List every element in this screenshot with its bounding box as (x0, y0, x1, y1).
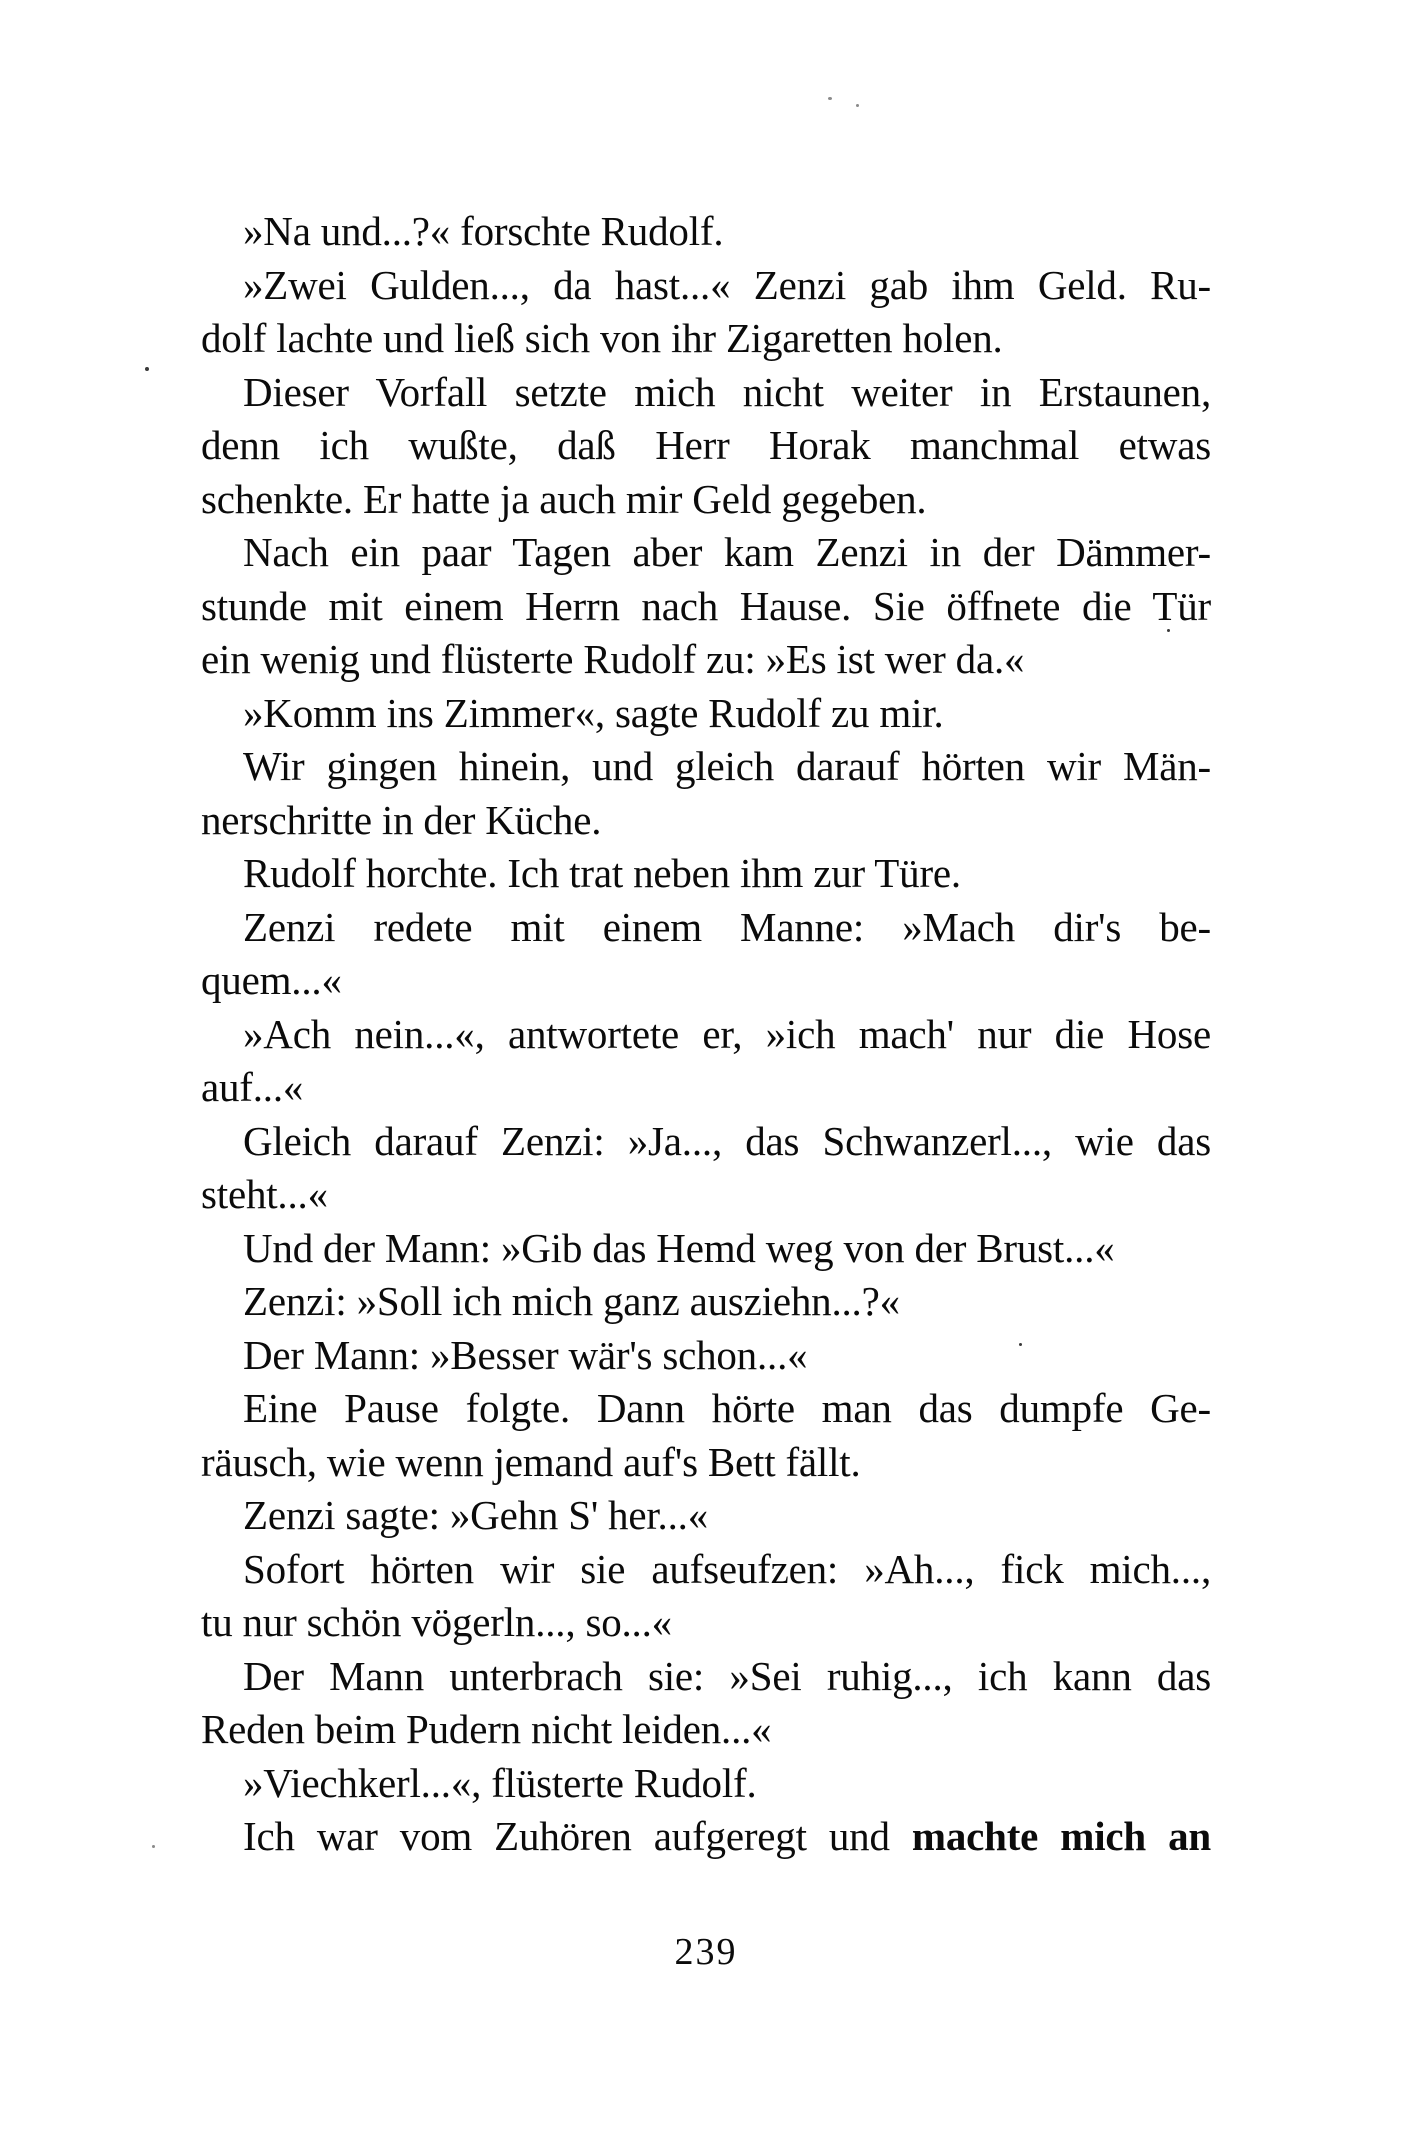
text-segment: Der Mann unterbrach sie: »Sei ruhig..., ich kann das (243, 1652, 1211, 1699)
text-line (201, 259, 1211, 313)
text-segment: nerschritte in der Küche. (201, 796, 602, 843)
text-segment: schenkte. Er hatte ja auch mir Geld gegeben. (201, 475, 927, 522)
text-segment: Reden beim Pudern nicht leiden...« (201, 1706, 772, 1752)
scan-speckle (1019, 1343, 1022, 1346)
text-segment: steht...« (201, 1171, 328, 1217)
text-segment: »Komm ins Zimmer«, sagte Rudolf zu mir. (243, 689, 944, 736)
text-segment: ein wenig und flüsterte Rudolf zu: »Es ist wer da.« (201, 636, 1025, 682)
text-segment: Rudolf horchte. Ich trat neben ihm zur Türe. (243, 850, 961, 896)
text-line (201, 366, 1211, 420)
text-segment: Ich war vom Zuhören aufgeregt und (243, 1813, 912, 1859)
scan-speckle (1167, 629, 1170, 632)
text-segment: »Na und...?« forschte Rudolf. (243, 208, 724, 254)
text-segment: auf...« (201, 1064, 304, 1110)
bold-text-segment: machte mich an (911, 1813, 1211, 1859)
text-line (201, 1329, 1211, 1383)
text-block (201, 205, 1211, 1864)
text-segment: dolf lachte und ließ sich von ihr Zigaretten holen. (201, 315, 1003, 361)
text-segment: Der Mann: »Besser wär's schon...« (243, 1331, 808, 1378)
text-line (201, 1489, 1211, 1543)
text-line (201, 1061, 1211, 1115)
text-segment: räusch, wie wenn jemand auf's Bett fällt. (201, 1438, 861, 1485)
page-number: 239 (674, 1931, 738, 1973)
text-line (201, 740, 1211, 794)
text-segment: Und der Mann: »Gib das Hemd weg von der Brust...« (243, 1224, 1115, 1271)
text-segment: Nach ein paar Tagen aber kam Zenzi in der Dämmer- (243, 529, 1211, 575)
text-segment: Zenzi sagte: »Gehn S' her...« (243, 1492, 708, 1538)
text-line (201, 1168, 1211, 1222)
text-segment: Dieser Vorfall setzte mich nicht weiter in Erstaunen, (243, 368, 1211, 415)
text-line (201, 526, 1211, 580)
text-line (201, 901, 1211, 955)
text-line (201, 1543, 1211, 1597)
text-segment: denn ich wußte, daß Herr Horak manchmal etwas (201, 422, 1211, 468)
text-segment: »Zwei Gulden..., da hast...« Zenzi gab ihm Geld. Ru- (243, 261, 1211, 308)
scan-speckle (828, 97, 832, 100)
text-line (201, 1436, 1211, 1490)
text-line (201, 1650, 1211, 1704)
text-segment: tu nur schön vögerln..., so...« (201, 1599, 672, 1645)
text-line (201, 633, 1211, 687)
text-segment: Wir gingen hinein, und gleich darauf hörten wir Män- (243, 743, 1211, 789)
text-line (201, 1703, 1211, 1757)
text-segment: quem...« (201, 957, 342, 1003)
text-segment: »Ach nein...«, antwortete er, »ich mach' nur die Hose (243, 1010, 1211, 1057)
text-line (201, 580, 1211, 634)
text-line (201, 1757, 1211, 1811)
scan-speckle (856, 104, 859, 107)
text-line (201, 954, 1211, 1008)
text-line (201, 1222, 1211, 1276)
text-segment: Eine Pause folgte. Dann hörte man das dumpfe Ge- (243, 1385, 1211, 1431)
text-line (201, 1596, 1211, 1650)
text-line (201, 1275, 1211, 1329)
text-line (201, 1008, 1211, 1062)
text-segment: »Viechkerl...«, flüsterte Rudolf. (243, 1759, 757, 1806)
text-line (201, 1810, 1211, 1864)
text-line (201, 419, 1211, 473)
text-line (201, 687, 1211, 741)
text-segment: stunde mit einem Herrn nach Hause. Sie öffnete die Tür (201, 582, 1211, 629)
text-line (201, 794, 1211, 848)
text-segment: Zenzi redete mit einem Manne: »Mach dir's be- (243, 903, 1211, 950)
scan-speckle (152, 1845, 155, 1848)
text-segment: Zenzi: »Soll ich mich ganz ausziehn...?« (243, 1278, 900, 1324)
text-line (201, 473, 1211, 527)
text-line (201, 847, 1211, 901)
text-line (201, 1115, 1211, 1169)
text-line (201, 205, 1211, 259)
scan-speckle (145, 367, 149, 371)
text-segment: Gleich darauf Zenzi: »Ja..., das Schwanzerl..., wie das (243, 1117, 1211, 1164)
text-line (201, 312, 1211, 366)
text-segment: Sofort hörten wir sie aufseufzen: »Ah..., fick mich..., (243, 1545, 1211, 1592)
text-line (201, 1382, 1211, 1436)
